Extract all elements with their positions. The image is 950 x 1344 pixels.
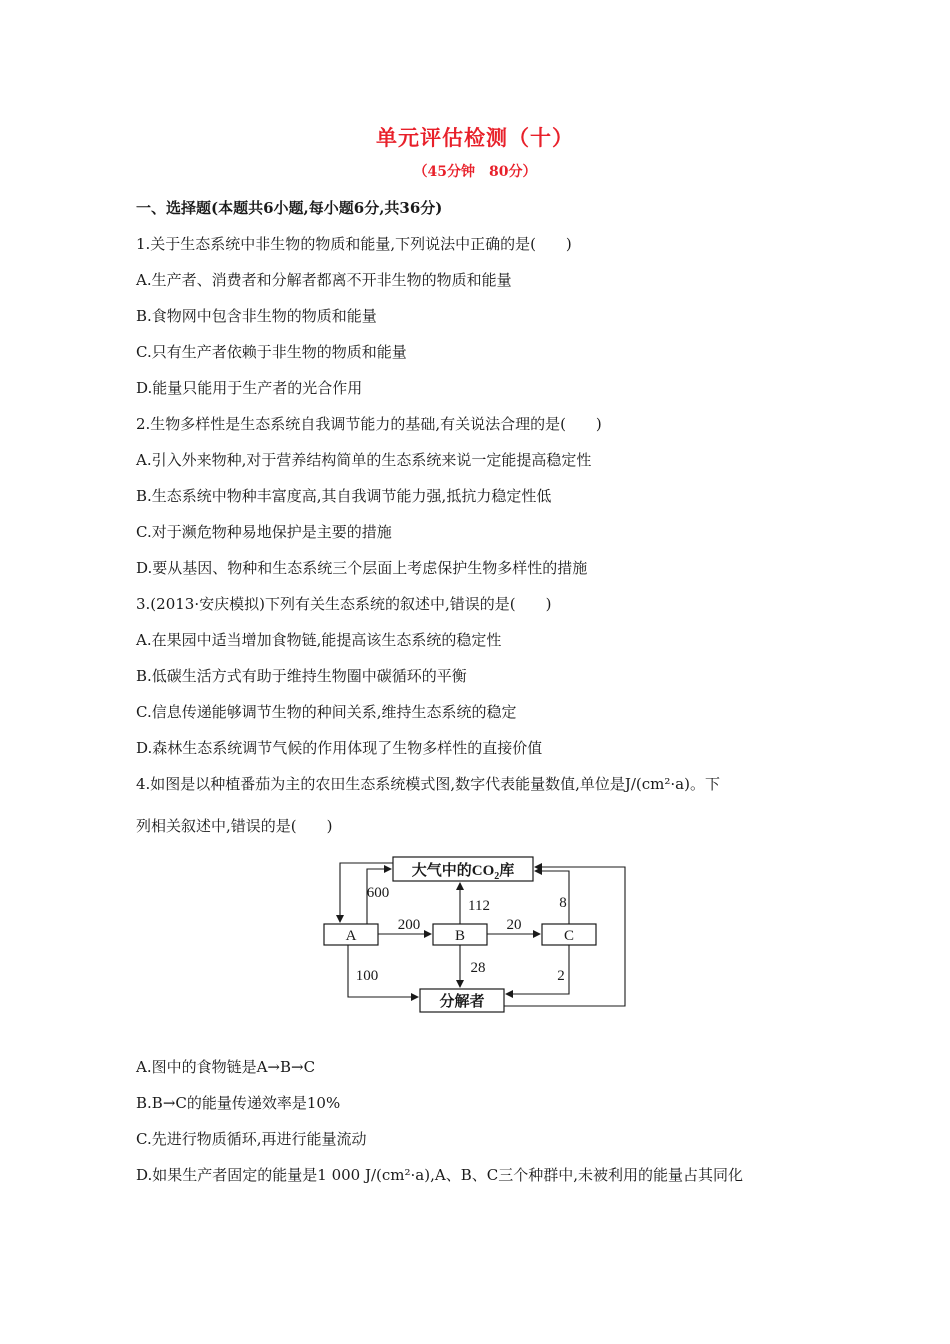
question-4-option-a: A.图中的食物链是A→B→C (136, 1058, 316, 1076)
question-2-option-d: D.要从基因、物种和生态系统三个层面上考虑保护生物多样性的措施 (136, 559, 588, 577)
question-3-option-a: A.在果园中适当增加食物链,能提高该生态系统的稳定性 (136, 631, 502, 649)
question-2-option-a: A.引入外来物种,对于营养结构简单的生态系统来说一定能提高稳定性 (136, 451, 592, 469)
question-4-stem-line1: 4.如图是以种植番茄为主的农田生态系统模式图,数字代表能量数值,单位是J/(cm²·a)。下 (136, 775, 720, 793)
question-2-option-c: C.对于濒危物种易地保护是主要的措施 (136, 523, 392, 541)
value-b-to-decomposer: 28 (470, 960, 486, 976)
question-1-option-d: D.能量只能用于生产者的光合作用 (136, 379, 363, 397)
question-3-option-b: B.低碳生活方式有助于维持生物圈中碳循环的平衡 (136, 667, 467, 685)
co2-pool-label: 大气中的$CO_2$库 (411, 863, 515, 882)
question-4-option-b: B.B→C的能量传递效率是10% (136, 1094, 341, 1112)
question-1-option-b: B.食物网中包含非生物的物质和能量 (136, 307, 377, 325)
question-3-option-d: D.森林生态系统调节气候的作用体现了生物多样性的直接价值 (136, 739, 543, 757)
question-2-stem: 2.生物多样性是生态系统自我调节能力的基础,有关说法合理的是( ) (136, 415, 602, 433)
question-4-option-d: D.如果生产者固定的能量是1 000 J/(cm²·a),A、B、C三个种群中,未被利用的能量占其同化 (136, 1166, 743, 1184)
node-a-label: A (345, 928, 357, 944)
node-b-label: B (454, 928, 466, 944)
value-a-to-decomposer: 100 (355, 968, 379, 984)
energy-flow-diagram (320, 853, 630, 1015)
node-c-label: C (563, 928, 575, 944)
value-c-to-decomposer: 2 (557, 968, 565, 984)
question-1-option-c: C.只有生产者依赖于非生物的物质和能量 (136, 343, 407, 361)
page-subtitle: （45分钟 80分） (413, 164, 537, 180)
question-4-stem-line2: 列相关叙述中,错误的是( ) (136, 817, 333, 835)
value-b-to-c: 20 (506, 917, 522, 933)
question-1-stem: 1.关于生态系统中非生物的物质和能量,下列说法中正确的是( ) (136, 235, 572, 253)
value-c-to-co2: 8 (559, 895, 567, 911)
question-3-stem: 3.(2013·安庆模拟)下列有关生态系统的叙述中,错误的是( ) (136, 595, 552, 613)
question-3-option-c: C.信息传递能够调节生物的种间关系,维持生态系统的稳定 (136, 703, 517, 721)
value-a-to-b: 200 (397, 917, 421, 933)
value-b-to-co2: 112 (468, 898, 490, 914)
decomposer-label: 分解者 (439, 994, 485, 1010)
question-4-option-c: C.先进行物质循环,再进行能量流动 (136, 1130, 367, 1148)
question-1-option-a: A.生产者、消费者和分解者都离不开非生物的物质和能量 (136, 271, 512, 289)
value-a-to-co2: 600 (366, 885, 390, 901)
question-2-option-b: B.生态系统中物种丰富度高,其自我调节能力强,抵抗力稳定性低 (136, 487, 552, 505)
section-heading: 一、选择题(本题共6小题,每小题6分,共36分) (136, 199, 443, 217)
page-title: 单元评估检测（十） (376, 125, 574, 150)
